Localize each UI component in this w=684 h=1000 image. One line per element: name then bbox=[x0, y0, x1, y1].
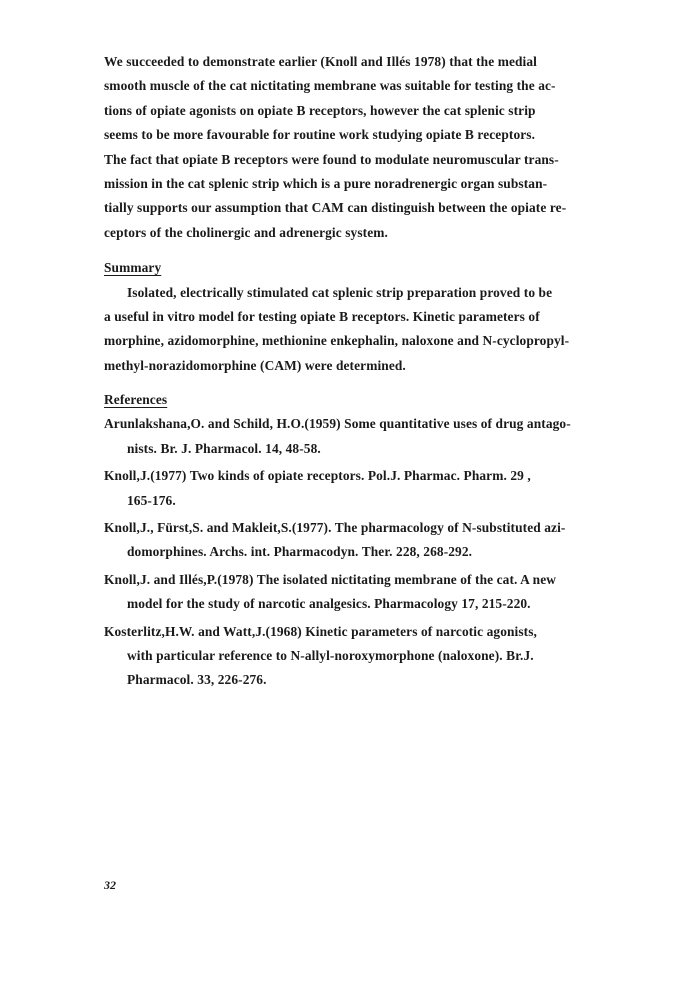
reference-line: model for the study of narcotic analgesics. Pharmacology 17, 215-220. bbox=[127, 596, 531, 612]
text-line: a useful in vitro model for testing opiate B receptors. Kinetic parameters of bbox=[104, 308, 540, 324]
text-line: methyl-norazidomorphine (CAM) were determined. bbox=[104, 357, 406, 373]
text-line: tions of opiate agonists on opiate B receptors, however the cat splenic strip bbox=[104, 102, 536, 118]
text-line: We succeeded to demonstrate earlier (Knoll and Illés 1978) that the medial bbox=[104, 54, 537, 69]
references-heading: References bbox=[104, 392, 168, 408]
text-line: Isolated, electrically stimulated cat splenic strip preparation proved to be bbox=[127, 284, 553, 300]
reference-line: with particular reference to N-allyl-noroxymorphone (naloxone). Br.J. bbox=[127, 647, 534, 663]
reference-line: Knoll,J. and Illés,P.(1978) The isolated nictitating membrane of the cat. A new bbox=[104, 571, 557, 587]
text-line: The fact that opiate B receptors were found to modulate neuromuscular trans- bbox=[104, 151, 559, 167]
reference-line: Pharmacol. 33, 226-276. bbox=[127, 672, 267, 688]
text-line: ceptors of the cholinergic and adrenergic system. bbox=[104, 224, 388, 240]
page-number: 32 bbox=[104, 878, 116, 892]
text-line: tially supports our assumption that CAM can distinguish between the opiate re- bbox=[104, 200, 567, 216]
summary-paragraph bbox=[104, 281, 640, 379]
reference-line: domorphines. Archs. int. Pharmacodyn. Ther. 228, 268-292. bbox=[127, 544, 473, 560]
discussion-paragraph bbox=[104, 50, 640, 245]
reference-item bbox=[104, 412, 640, 461]
reference-line: Knoll,J.(1977) Two kinds of opiate receptors. Pol.J. Pharmac. Pharm. 29 , bbox=[104, 468, 531, 484]
text-line: seems to be more favourable for routine work studying opiate B receptors. bbox=[104, 127, 536, 143]
reference-item bbox=[104, 516, 640, 565]
reference-item bbox=[104, 568, 640, 617]
text-line: mission in the cat splenic strip which is a pure noradrenergic organ substan- bbox=[104, 175, 548, 191]
reference-line: Kosterlitz,H.W. and Watt,J.(1968) Kinetic parameters of narcotic agonists, bbox=[104, 623, 537, 639]
summary-heading: Summary bbox=[104, 260, 162, 276]
reference-line: Arunlakshana,O. and Schild, H.O.(1959) Some quantitative uses of drug antago- bbox=[104, 416, 571, 432]
text-line: morphine, azidomorphine, methionine enkephalin, naloxone and N-cyclopropyl- bbox=[104, 333, 570, 349]
reference-line: nists. Br. J. Pharmacol. 14, 48-58. bbox=[127, 440, 321, 456]
reference-item bbox=[104, 620, 640, 693]
reference-line: 165-176. bbox=[127, 492, 176, 508]
reference-item bbox=[104, 464, 640, 513]
text-line: smooth muscle of the cat nictitating membrane was suitable for testing the ac- bbox=[104, 78, 556, 94]
reference-line: Knoll,J., Fürst,S. and Makleit,S.(1977). The pharmacology of N-substituted azi- bbox=[104, 520, 566, 536]
references-list bbox=[104, 412, 640, 692]
page-body bbox=[104, 50, 640, 696]
